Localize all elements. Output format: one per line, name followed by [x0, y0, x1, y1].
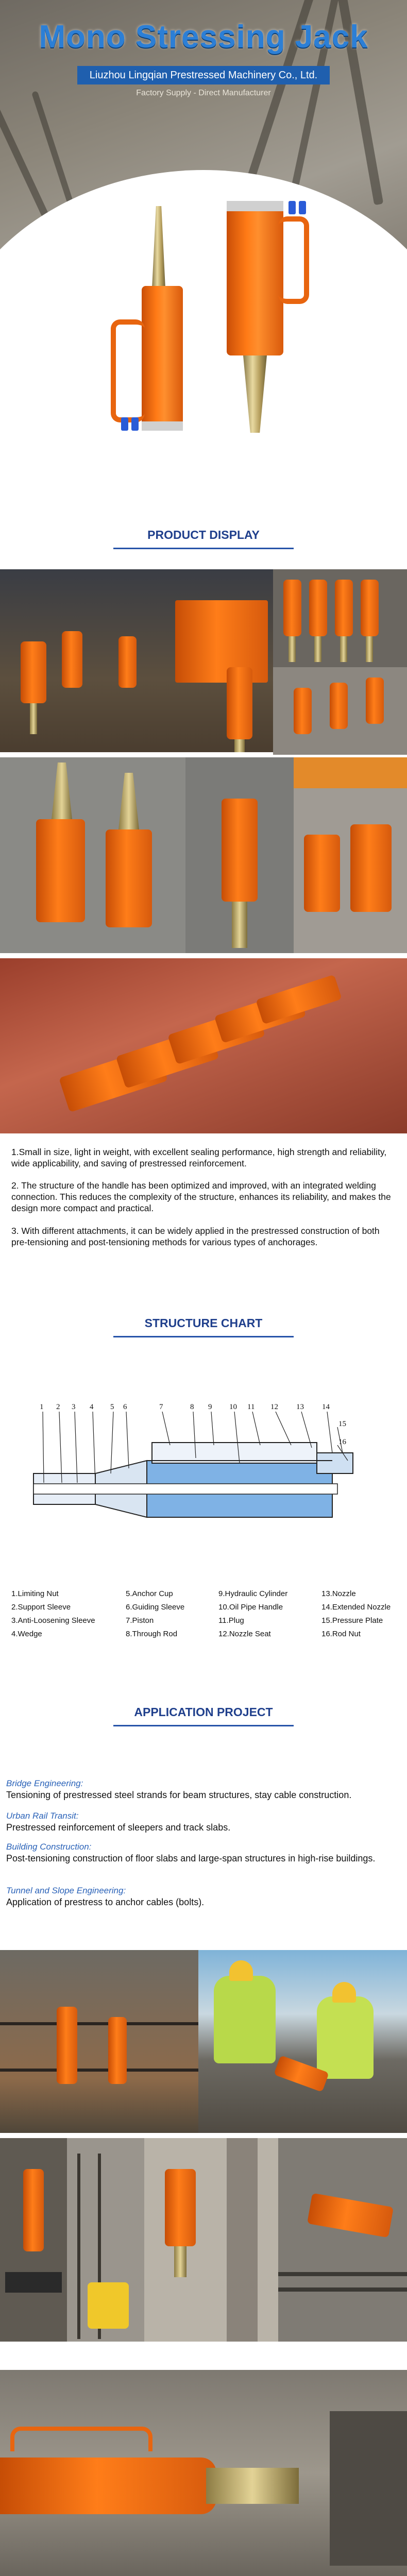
diagram-label-8: 8	[190, 1403, 194, 1411]
part-label: 13.Nozzle	[321, 1589, 356, 1598]
part-label: 6.Guiding Sleeve	[126, 1603, 185, 1612]
product-photo-jacks-angled	[273, 667, 407, 755]
parts-column-3	[218, 1589, 287, 1643]
application-photo-anchor-plate	[67, 2138, 144, 2342]
product-photo-stock	[294, 757, 407, 953]
diagram-label-11: 11	[247, 1403, 255, 1411]
jack-illustration-left	[111, 175, 204, 443]
application-photo-strands	[278, 2138, 407, 2342]
part-label: 8.Through Rod	[126, 1630, 178, 1638]
diagram-label-10: 10	[229, 1403, 237, 1411]
jack-illustration-right	[216, 201, 319, 443]
heading-underline	[113, 1336, 294, 1337]
part-label: 2.Support Sleeve	[11, 1603, 71, 1612]
part-label: 12.Nozzle Seat	[218, 1630, 271, 1638]
application-text-tunnel: Application of prestress to anchor cables (bolts).	[6, 1897, 205, 1907]
application-text-bridge: Tensioning of prestressed steel strands for beam structures, stay cable construction.	[6, 1790, 352, 1800]
application-text-building: Post-tensioning construction of floor slabs and large-span structures in high-rise buildings.	[6, 1853, 376, 1863]
application-heading-bridge: Bridge Engineering:	[6, 1778, 83, 1788]
part-label: 11.Plug	[218, 1616, 244, 1625]
part-label: 9.Hydraulic Cylinder	[218, 1589, 288, 1598]
diagram-label-5: 5	[110, 1403, 114, 1411]
hero-banner	[0, 0, 407, 495]
part-label: 14.Extended Nozzle	[321, 1603, 391, 1612]
diagram-label-12: 12	[270, 1403, 278, 1411]
part-label: 7.Piston	[126, 1616, 154, 1625]
structure-chart-heading: STRUCTURE CHART	[144, 1316, 263, 1330]
part-label: 5.Anchor Cup	[126, 1589, 173, 1598]
hero-subtitle: Factory Supply - Direct Manufacturer	[136, 89, 271, 97]
diagram-label-9: 9	[208, 1403, 212, 1411]
product-display-heading: PRODUCT DISPLAY	[147, 528, 260, 541]
application-project-heading: APPLICATION PROJECT	[134, 1705, 273, 1719]
part-label: 3.Anti-Loosening Sleeve	[11, 1616, 95, 1625]
product-photo-jacks-on-floor	[0, 958, 407, 1133]
diagram-label-14: 14	[322, 1403, 330, 1411]
feature-1: 1.Small in size, light in weight, with excellent sealing performance, high strength and reliability, wide applicability, and saving of prestressed reinforcement.	[11, 1147, 387, 1168]
diagram-label-1: 1	[40, 1403, 44, 1411]
feature-2: 2. The structure of the handle has been optimized and improved, with an integrated welding connection. This reduces the complexity of the structure, enhances its reliability, and makes the design more compact and practical.	[11, 1180, 391, 1213]
heading-underline	[113, 1725, 294, 1726]
diagram-label-6: 6	[123, 1403, 127, 1411]
diagram-label-7: 7	[159, 1403, 163, 1411]
product-photo-workshop	[0, 569, 273, 752]
application-photo-closeup	[0, 2370, 407, 2576]
parts-column-2	[126, 1589, 184, 1643]
parts-column-1	[11, 1589, 95, 1643]
application-photo-workers	[198, 1950, 407, 2133]
page-title: Mono Stressing Jack	[39, 19, 368, 55]
application-heading-rail: Urban Rail Transit:	[6, 1811, 79, 1821]
company-banner: Liuzhou Lingqian Prestressed Machinery Co., Ltd.	[77, 66, 330, 84]
part-label: 10.Oil Pipe Handle	[218, 1603, 283, 1612]
diagram-label-3: 3	[72, 1403, 76, 1411]
part-label: 1.Limiting Nut	[11, 1589, 59, 1598]
application-photo-anchor-site	[0, 2138, 67, 2342]
product-photo-single-jack	[185, 757, 294, 953]
application-photo-jack-in-use	[144, 2138, 278, 2342]
heading-underline	[113, 548, 294, 549]
application-heading-tunnel: Tunnel and Slope Engineering:	[6, 1886, 126, 1895]
product-photo-jack-pair	[0, 757, 185, 953]
product-photo-row-of-jacks	[273, 569, 407, 667]
part-label: 4.Wedge	[11, 1630, 42, 1638]
diagram-label-13: 13	[296, 1403, 304, 1411]
parts-column-4	[321, 1589, 391, 1643]
diagram-label-2: 2	[56, 1403, 60, 1411]
parts-legend	[11, 1589, 403, 1646]
white-arc-background	[0, 170, 407, 495]
part-label: 15.Pressure Plate	[321, 1616, 383, 1625]
application-photo-bridge-railing	[0, 1950, 198, 2133]
application-heading-building: Building Construction:	[6, 1842, 92, 1852]
diagram-label-15: 15	[338, 1420, 346, 1428]
feature-3: 3. With different attachments, it can be widely applied in the prestressed construction of both pre-tensioning and post-tensioning methods for various types of anchorages.	[11, 1226, 380, 1247]
diagram-label-16: 16	[338, 1438, 346, 1446]
part-label: 16.Rod Nut	[321, 1630, 361, 1638]
structure-diagram	[23, 1391, 384, 1546]
application-text-rail: Prestressed reinforcement of sleepers and track slabs.	[6, 1822, 231, 1833]
diagram-label-4: 4	[90, 1403, 94, 1411]
